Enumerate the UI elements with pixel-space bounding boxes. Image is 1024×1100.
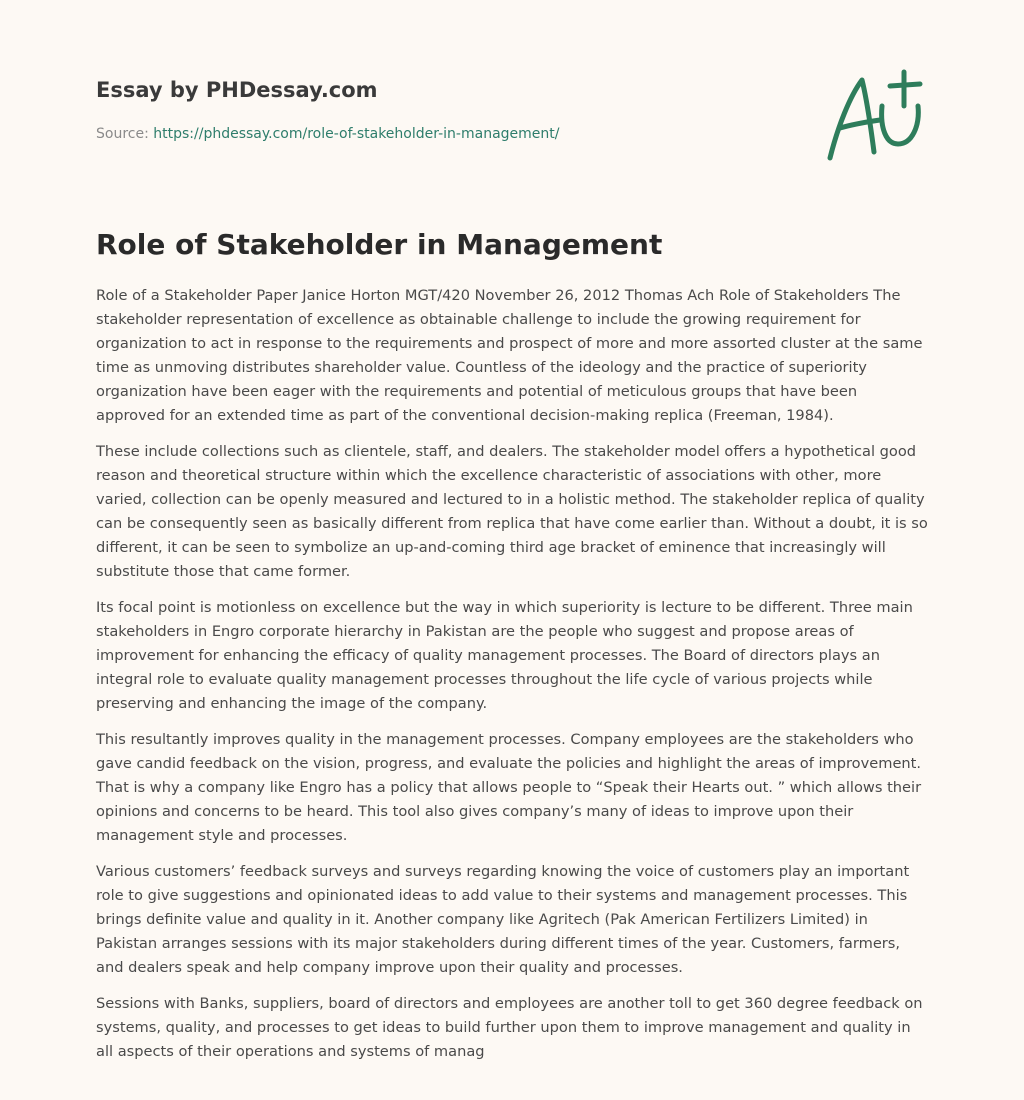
essay-paragraph: This resultantly improves quality in the management processes. Company employees are the stakeholders who gave candid feedback on the vision, progress, and evaluate the policies and highlight the areas of improvement. That is why a company like Engro has a policy that allows people to “Speak their Hearts out. ” which allows their opinions and concerns to be heard. This tool also gives company’s many of ideas to improve upon their management style and processes. xyxy=(96,731,922,844)
essay-paragraph: Its focal point is motionless on excellence but the way in which superiority is lecture to be different. Three main stakeholders in Engro corporate hierarchy in Pakistan are the people who suggest and propose areas of improvement for enhancing the efficacy of quality management processes. The Board of directors plays an integral role to evaluate quality management processes throughout the life cycle of various projects while preserving and enhancing the image of the company. xyxy=(96,599,913,712)
site-title: Essay by PHDessay.com xyxy=(96,78,378,102)
page-header xyxy=(96,76,696,144)
essay-paragraph: These include collections such as clientele, staff, and dealers. The stakeholder model offers a hypothetical good reason and theoretical structure within which the excellence characteristic of associations with other, more varied, collection can be openly measured and lectured to in a holistic method. The stakeholder replica of quality can be consequently seen as basically different from replica that have come earlier than. Without a doubt, it is so different, it can be seen to symbolize an up-and-coming third age bracket of eminence that increasingly will substitute those that came former. xyxy=(96,443,928,580)
essay-paragraph: Sessions with Banks, suppliers, board of directors and employees are another toll to get 360 degree feedback on systems, quality, and processes to get ideas to build further upon them to improve management and quality in all aspects of their operations and systems of manag xyxy=(96,995,923,1060)
essay-body xyxy=(96,284,930,1076)
essay-paragraph: Various customers’ feedback surveys and surveys regarding knowing the voice of customers play an important role to give suggestions and opinionated ideas to add value to their systems and management processes. This brings definite value and quality in it. Another company like Agritech (Pak American Fertilizers Limited) in Pakistan arranges sessions with its major stakeholders during different times of the year. Customers, farmers, and dealers speak and help company improve upon their quality and processes. xyxy=(96,863,910,976)
source-link[interactable]: https://phdessay.com/role-of-stakeholder-in-management/ xyxy=(153,126,560,142)
essay-paragraph: Role of a Stakeholder Paper Janice Horton MGT/420 November 26, 2012 Thomas Ach Role of Stakeholders The stakeholder representation of excellence as obtainable challenge to include the growing requirement for organization to act in response to the requirements and prospect of more and more assorted cluster at the same time as unmoving distributes shareholder value. Countless of the ideology and the practice of superiority organization have been eager with the requirements and potential of meticulous groups that have been approved for an extended time as part of the conventional decision-making replica (Freeman, 1984). xyxy=(96,287,923,424)
essay-title: Role of Stakeholder in Management xyxy=(96,228,663,261)
a-plus-logo-icon xyxy=(820,66,930,166)
source-label: Source: xyxy=(96,126,149,142)
source-line xyxy=(96,124,696,144)
